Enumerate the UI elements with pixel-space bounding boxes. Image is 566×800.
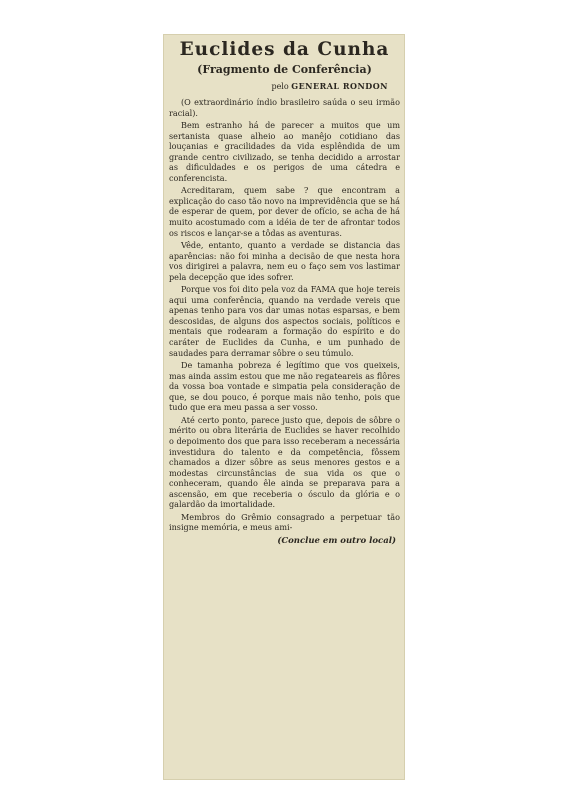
article-byline: [169, 81, 388, 92]
article-paragraph: De tamanha pobreza é legítimo que vos queixeis, mas ainda assim estou que me não regateareis as flôres da vossa boa vontade e simpatia pela consideração de que, se dou pouco, é porque mais não tenho, pois que tudo que era meu passa a ser vosso.: [169, 360, 400, 413]
newspaper-clipping: [163, 34, 405, 780]
article-paragraph: Até certo ponto, parece justo que, depois de sôbre o mérito ou obra literária de Euclides se haver recolhido o depoimento dos que para isso receberam a necessária investidura do talento e da competência, fôssem chamados a dizer sôbre as seus menores gestos e a modestas circunstâncias de sua vida os que o conheceram, quando êle ainda se preparava para a ascensão, em que receberia o ósculo da glória e o galardão da imortalidade.: [169, 414, 400, 510]
continuation-note: (Conclue em outro local): [277, 535, 396, 546]
article-paragraph: Membros do Grêmio consagrado a perpetuar tão insigne memória, e meus ami-: [169, 511, 400, 533]
article-paragraph: (O extraordinário índio brasileiro saúda o seu irmão racial).: [169, 97, 400, 118]
article-paragraph: Porque vos foi dito pela voz da FAMA que hoje tereis aqui uma conferência, quando na verdade vereis que apenas tenho para vos dar umas notas esparsas, e bem descosidas, de alguns dos aspectos sociais, políticos e mentais que rodearam a formação do espírito e do caráter de Euclides da Cunha, e um punhado de saudades para derramar sôbre o seu túmulo.: [169, 284, 400, 358]
article-subtitle: (Fragmento de Conferência): [197, 63, 372, 76]
article-paragraph: Bem estranho há de parecer a muitos que um sertanista quase alheio ao manêjo cotidiano das louçanias e gracilidades da vida esplêndida de um grande centro civilizado, se tenha decidido a arrostar as dificuldades e os perigos de uma cátedra e conferencista.: [169, 120, 400, 183]
article-paragraph: Acreditaram, quem sabe ? que encontram a explicação do caso tão novo na imprevidência que se há de esperar de quem, por dever de ofício, se acha de há muito acostumado com a idéia de ter de afrontar todos os riscos e lançar-se a tôdas as aventuras.: [169, 185, 400, 238]
article-title: Euclides da Cunha: [179, 39, 390, 60]
article-paragraph: Vêde, entanto, quanto a verdade se distancia das aparências: não foi minha a decisão de que nesta hora vos dirigirei a palavra, nem eu o faço sem vos lastimar pela decepção que ides sofrer.: [169, 240, 400, 282]
byline-prefix: pelo: [271, 82, 289, 91]
article-body: [169, 97, 400, 533]
byline-author: GENERAL RONDON: [291, 81, 388, 91]
